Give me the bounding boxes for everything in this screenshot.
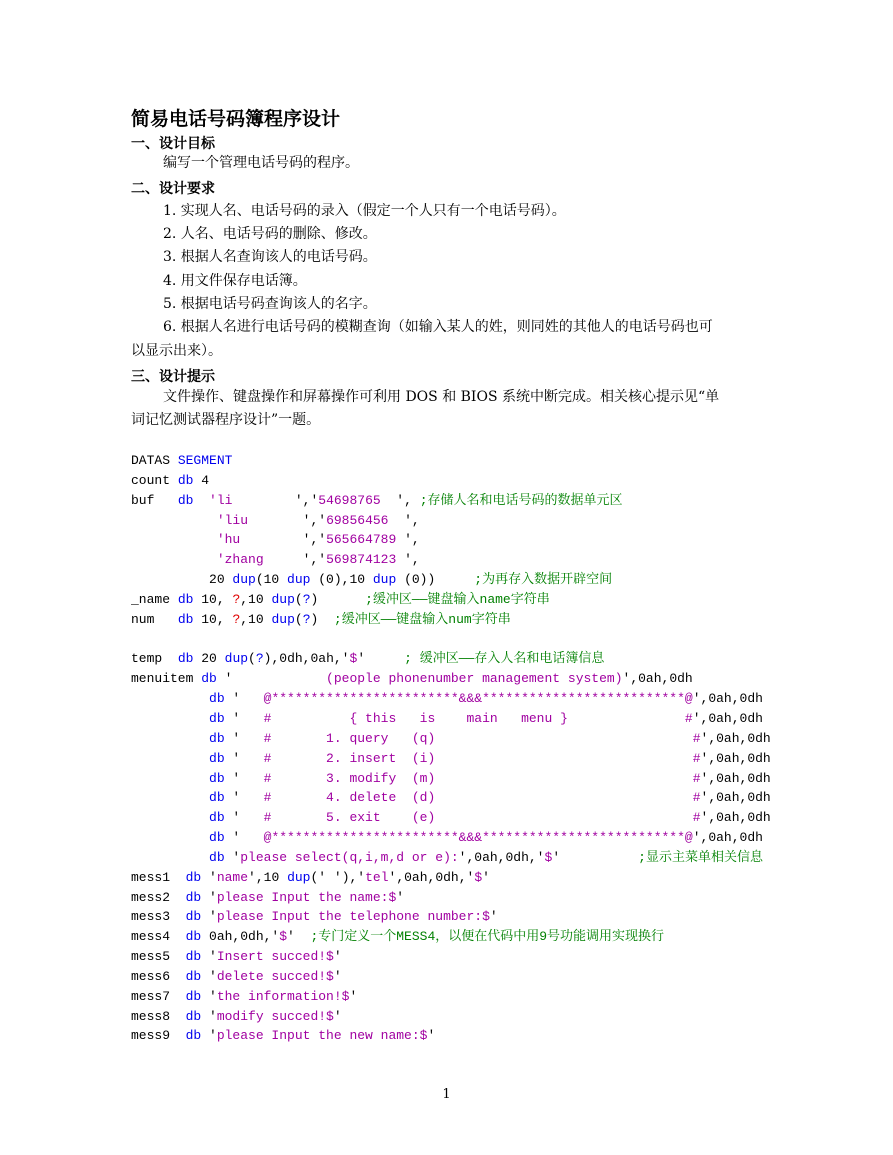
code-token: ),0dh,0ah,' xyxy=(263,651,350,667)
code-token: mess2 xyxy=(131,889,186,905)
document-title: 简易电话号码簿程序设计 xyxy=(131,108,341,130)
code-token: db xyxy=(177,611,194,627)
code-token: dup xyxy=(232,572,256,588)
code-token: SEGMENT xyxy=(177,453,233,468)
code-token: ',' xyxy=(302,512,327,528)
code-line xyxy=(131,907,771,927)
code-token: (people phonenumber management system) xyxy=(232,671,623,687)
code-token: # 4. delete (d) # xyxy=(240,790,701,806)
code-token: ',0ah,0dh xyxy=(692,710,763,726)
code-token: ;显示主菜单相关信息 xyxy=(638,849,763,865)
code-token: (10 xyxy=(255,572,288,588)
code-token xyxy=(131,552,217,567)
code-token: $ xyxy=(349,651,358,667)
code-token: buf xyxy=(131,492,178,508)
code-token: ? xyxy=(255,651,264,667)
code-token: ;存储人名和电话号码的数据单元区 xyxy=(419,492,623,508)
code-token: db xyxy=(201,671,217,687)
code-token: modify succed!$ xyxy=(216,1008,334,1024)
code-token: ' xyxy=(349,988,358,1004)
code-token: db xyxy=(209,710,225,726)
code-line xyxy=(131,630,771,650)
code-token: ' xyxy=(216,671,233,687)
code-token xyxy=(131,711,209,726)
code-token: ' xyxy=(224,750,241,766)
code-token: db xyxy=(209,750,225,766)
code-token: ' xyxy=(201,1028,217,1044)
code-token xyxy=(326,870,334,885)
code-token: ( xyxy=(294,591,303,607)
code-token: ' xyxy=(224,810,241,826)
code-token: ' xyxy=(357,651,405,667)
code-token: ', xyxy=(404,512,420,528)
code-line xyxy=(131,610,771,630)
code-token: please Input the new name:$ xyxy=(216,1028,428,1044)
code-token: ',0ah,0dh xyxy=(622,671,693,687)
code-line xyxy=(131,947,771,967)
code-line xyxy=(131,769,771,789)
code-token: # 3. modify (m) # xyxy=(240,770,701,786)
code-token: (0)) xyxy=(396,572,475,588)
code-token xyxy=(131,850,209,865)
code-token: _name xyxy=(131,591,178,607)
code-token: dup xyxy=(372,572,397,588)
code-line xyxy=(131,927,771,947)
code-token: 20 xyxy=(131,572,233,588)
code-token xyxy=(131,532,217,547)
code-line xyxy=(131,491,771,511)
requirement-item-5: 5. 根据电话号码查询该人的名字。 xyxy=(163,296,377,312)
code-line xyxy=(131,808,771,828)
code-line xyxy=(131,530,771,550)
code-token xyxy=(131,810,209,825)
code-token: ',10 xyxy=(248,869,288,885)
code-token: # { this is main menu } # xyxy=(240,710,693,726)
code-token: mess1 xyxy=(131,869,186,885)
code-token: ;为再存入数据开辟空间 xyxy=(474,572,613,588)
requirement-item-1: 1. 实现人名、电话号码的录入（假定一个人只有一个电话号码）。 xyxy=(163,203,566,219)
code-token: ;专门定义一个MESS4，以便在代码中用9号功能调用实现换行 xyxy=(310,929,665,945)
code-token: ( xyxy=(294,611,303,627)
code-token xyxy=(131,731,209,746)
goal-paragraph: 编写一个管理电话号码的程序。 xyxy=(163,155,359,171)
code-token: DATAS xyxy=(131,453,178,468)
code-token: db xyxy=(185,1028,202,1044)
code-token: mess7 xyxy=(131,988,186,1004)
code-token: @************************&&&**************************@ xyxy=(240,691,693,707)
code-line xyxy=(131,570,771,590)
requirement-item-6: 6. 根据人名进行电话号码的模糊查询（如输入某人的姓，则同姓的其他人的电话号码也可 xyxy=(163,319,713,335)
code-token: ' xyxy=(287,929,311,945)
code-line xyxy=(131,550,771,570)
code-token: please Input the telephone number:$ xyxy=(216,909,490,925)
code-token: ', xyxy=(404,552,420,568)
code-line xyxy=(131,967,771,987)
code-line xyxy=(131,471,771,491)
code-line xyxy=(131,848,771,868)
code-line xyxy=(131,649,771,669)
code-token: dup xyxy=(271,591,295,607)
code-line xyxy=(131,709,771,729)
code-token: db xyxy=(209,730,225,746)
hint-paragraph-line1: 文件操作、键盘操作和屏幕操作可利用 DOS 和 BIOS 系统中断完成。相关核心提示见“单 xyxy=(163,389,720,405)
requirement-item-6-cont: 以显示出来）。 xyxy=(131,343,222,359)
code-token: ',0ah,0dh xyxy=(700,730,771,746)
code-token: ',' xyxy=(294,492,319,508)
code-token: delete succed!$ xyxy=(216,968,334,984)
code-token: $ xyxy=(544,849,553,865)
code-token: dup xyxy=(224,651,249,667)
code-line xyxy=(131,451,771,471)
code-token: db xyxy=(209,830,225,846)
code-token: ' xyxy=(333,949,342,965)
code-line xyxy=(131,669,771,689)
code-token: ' xyxy=(224,849,241,865)
code-token: ' xyxy=(396,889,405,905)
code-token: db xyxy=(177,651,194,667)
code-token: ',0ah,0dh xyxy=(692,691,763,707)
code-token: 10, xyxy=(193,591,233,607)
code-token: 69856456 xyxy=(326,512,405,528)
code-token: 'liu xyxy=(216,512,303,528)
code-token: $ xyxy=(279,929,288,945)
code-token: ', xyxy=(404,532,420,548)
code-token: db xyxy=(185,929,202,945)
code-token: please select(q,i,m,d or e): xyxy=(240,849,459,865)
code-token: ' xyxy=(201,1008,217,1024)
code-token: 10, xyxy=(193,611,233,627)
code-token: ? xyxy=(232,611,241,627)
code-token: db xyxy=(185,869,202,885)
code-token: 'hu xyxy=(216,532,303,548)
code-token: mess5 xyxy=(131,949,186,965)
code-token: ( xyxy=(248,651,256,667)
code-token: ' xyxy=(333,968,342,984)
code-token: ',0ah,0dh xyxy=(700,810,771,826)
code-token: db xyxy=(177,492,194,508)
section-heading-goal: 一、设计目标 xyxy=(131,136,215,152)
code-token: name xyxy=(216,869,249,885)
code-token: 'li xyxy=(209,492,295,508)
code-token: ',' xyxy=(302,532,327,548)
code-token xyxy=(131,691,209,706)
code-token: ' xyxy=(224,770,241,786)
code-line xyxy=(131,749,771,769)
code-token: # 2. insert (i) # xyxy=(240,750,701,766)
code-token: ',0ah,0dh xyxy=(700,750,771,766)
code-line xyxy=(131,1026,771,1046)
code-token: ) xyxy=(310,611,334,627)
code-token: ' xyxy=(224,730,241,746)
code-token: ' xyxy=(427,1028,436,1044)
code-token: count xyxy=(131,472,178,488)
code-token: ' xyxy=(201,909,217,925)
hint-paragraph-line2: 词记忆测试器程序设计”一题。 xyxy=(131,412,321,428)
code-token: db xyxy=(185,988,202,1004)
code-token xyxy=(131,790,209,805)
code-token: (' xyxy=(310,869,327,885)
code-token: 4 xyxy=(193,472,210,488)
code-token: db xyxy=(185,968,202,984)
code-token: mess3 xyxy=(131,909,186,925)
code-token: ' xyxy=(201,968,217,984)
code-token: db xyxy=(177,472,194,488)
code-token: ' xyxy=(201,889,217,905)
code-token: 'zhang xyxy=(216,552,303,568)
code-token: ) xyxy=(310,591,366,607)
code-token: the information!$ xyxy=(216,988,350,1004)
code-token: db xyxy=(209,810,225,826)
code-token: ',' xyxy=(302,552,327,568)
code-token: $ xyxy=(474,869,483,885)
code-token: ' xyxy=(552,849,639,865)
code-token: ' xyxy=(333,1008,342,1024)
code-token: db xyxy=(209,790,225,806)
code-token: ', xyxy=(396,492,420,508)
code-token: 0ah,0dh,' xyxy=(201,929,280,945)
code-token: tel xyxy=(365,869,389,885)
code-token: ',0ah,0dh,' xyxy=(458,849,545,865)
code-token: mess4 xyxy=(131,929,186,945)
code-token xyxy=(131,751,209,766)
code-token: (0),10 xyxy=(310,572,373,588)
code-line xyxy=(131,987,771,1007)
code-token: ' xyxy=(201,988,217,1004)
code-token xyxy=(193,493,209,508)
code-token: dup xyxy=(287,869,311,885)
code-token: db xyxy=(185,1008,202,1024)
code-token: mess8 xyxy=(131,1008,186,1024)
section-heading-hints: 三、设计提示 xyxy=(131,369,215,385)
code-token: db xyxy=(209,691,225,707)
code-token: ',0ah,0dh,' xyxy=(388,869,475,885)
requirement-item-2: 2. 人名、电话号码的删除、修改。 xyxy=(163,226,377,242)
code-token: 20 xyxy=(193,651,225,667)
code-token: ,10 xyxy=(240,591,272,607)
code-token: 54698765 xyxy=(318,492,397,508)
code-line xyxy=(131,689,771,709)
code-token: ? xyxy=(232,591,241,607)
requirement-item-4: 4. 用文件保存电话簿。 xyxy=(163,273,307,289)
code-token: '),' xyxy=(333,869,366,885)
code-token: ' xyxy=(482,869,490,885)
code-token: Insert succed!$ xyxy=(216,949,334,965)
code-token: 565664789 xyxy=(326,532,405,548)
code-line xyxy=(131,729,771,749)
code-token: db xyxy=(177,591,194,607)
code-line xyxy=(131,828,771,848)
code-token: # 5. exit (e) # xyxy=(240,810,701,826)
code-token: ' xyxy=(201,949,217,965)
code-token: db xyxy=(185,889,202,905)
code-token: ;缓冲区——键盘输入name字符串 xyxy=(365,591,550,607)
code-line xyxy=(131,1007,771,1027)
page-number: 1 xyxy=(442,1087,451,1102)
requirement-item-3: 3. 根据人名查询该人的电话号码。 xyxy=(163,249,377,265)
code-listing xyxy=(131,451,771,1046)
code-token: ;缓冲区——键盘输入num字符串 xyxy=(333,611,511,627)
code-line xyxy=(131,788,771,808)
code-token: db xyxy=(185,949,202,965)
code-token: temp xyxy=(131,651,178,667)
section-heading-requirements: 二、设计要求 xyxy=(131,181,215,197)
code-token: ',0ah,0dh xyxy=(692,830,763,846)
code-token xyxy=(131,771,209,786)
code-token: ' xyxy=(201,869,217,885)
code-token: # 1. query (q) # xyxy=(240,730,701,746)
code-token: ' xyxy=(489,909,498,925)
code-token: db xyxy=(185,909,202,925)
code-token: db xyxy=(209,770,225,786)
code-line xyxy=(131,511,771,531)
code-token: ,10 xyxy=(240,611,272,627)
code-token: ? xyxy=(302,591,311,607)
code-token: mess6 xyxy=(131,968,186,984)
code-token: ; 缓冲区——存入人名和电话簿信息 xyxy=(404,651,605,667)
code-token: ' xyxy=(224,710,241,726)
code-token xyxy=(131,830,209,845)
code-token: @************************&&&**************************@ xyxy=(240,830,693,846)
code-token: ' xyxy=(224,691,241,707)
code-token: please Input the name:$ xyxy=(216,889,397,905)
code-token: ',0ah,0dh xyxy=(700,790,771,806)
code-token: menuitem xyxy=(131,671,202,687)
code-line xyxy=(131,868,771,888)
code-token: db xyxy=(209,849,225,865)
code-token: mess9 xyxy=(131,1028,186,1044)
code-line xyxy=(131,590,771,610)
code-token: 569874123 xyxy=(326,552,405,568)
code-token: ? xyxy=(302,611,311,627)
code-token: dup xyxy=(271,611,295,627)
code-token xyxy=(131,513,217,528)
code-token: ' xyxy=(224,830,241,846)
code-token: ' xyxy=(224,790,241,806)
code-token: dup xyxy=(287,572,311,588)
code-token: ',0ah,0dh xyxy=(700,770,771,786)
code-token: num xyxy=(131,611,178,627)
code-line xyxy=(131,888,771,908)
